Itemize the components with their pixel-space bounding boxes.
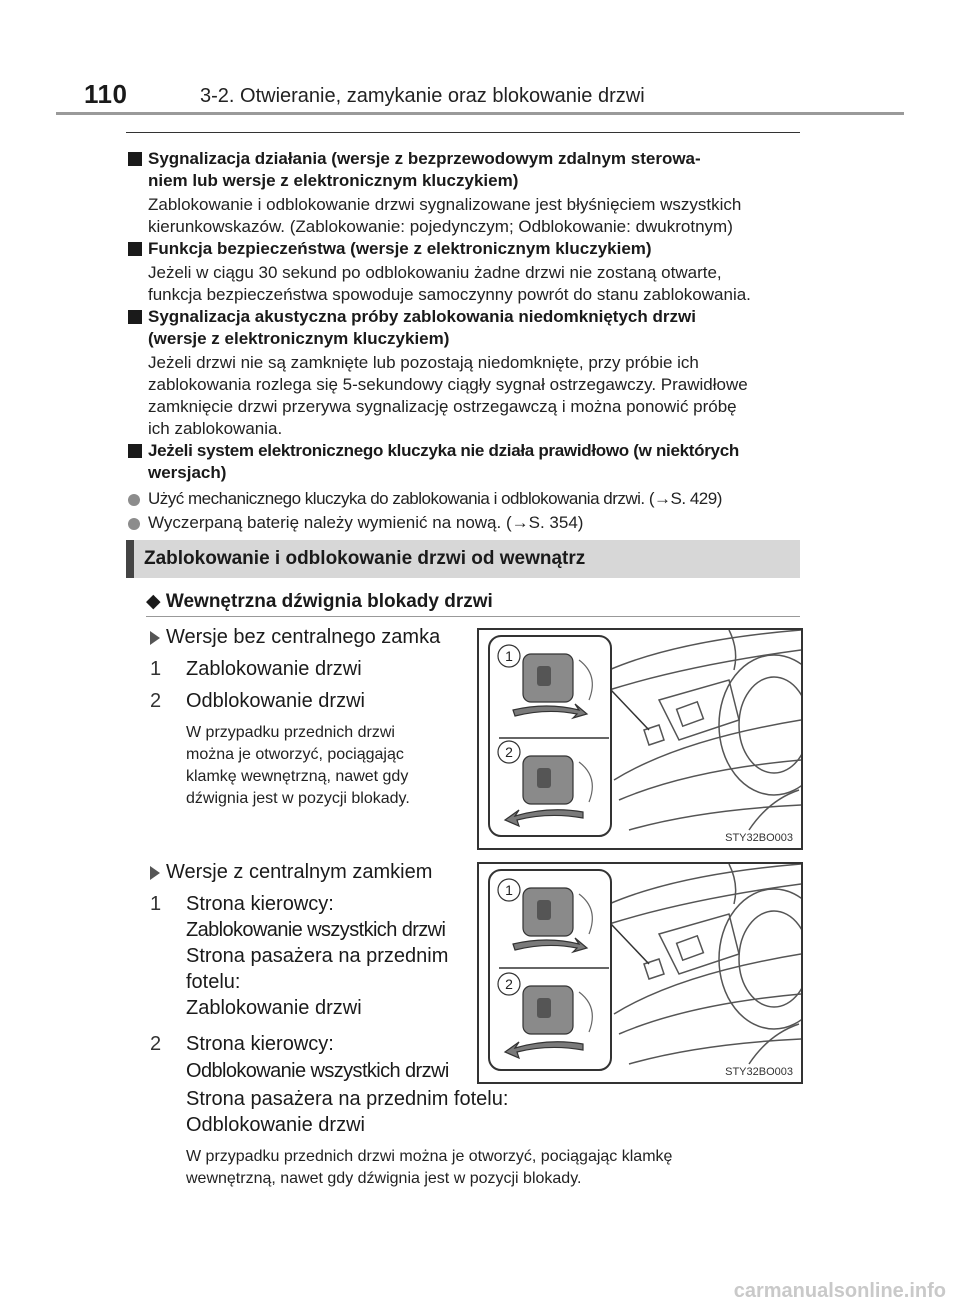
note-security-function <box>128 238 800 308</box>
central-lock-lever-illustration <box>477 862 803 1084</box>
square-bullet-icon <box>128 444 142 458</box>
item-number: 2 <box>150 1033 162 1055</box>
chapter-title: 3-2. Otwieranie, zamykanie oraz blokowanie drzwi <box>200 85 645 107</box>
note-heading: (wersje z elektronicznym kluczykiem) <box>148 329 450 348</box>
note-smart-key-failure <box>128 440 800 486</box>
version-b-item-1-line: fotelu: <box>186 971 241 993</box>
callout-2: 2 <box>505 744 513 760</box>
note-heading: Sygnalizacja akustyczna próby zablokowania niedomkniętych drzwi <box>148 307 696 326</box>
note-text: zamknięcie drzwi przerywa sygnalizację ostrzegawczą i można ponowić próbę <box>148 397 737 416</box>
callout-2: 2 <box>505 976 513 992</box>
square-bullet-icon <box>128 242 142 256</box>
note-text: Jeżeli drzwi nie są zamknięte lub pozostają niedomknięte, przy próbie ich <box>148 353 699 372</box>
item-number: 1 <box>150 893 162 915</box>
central-lock-drawing <box>479 864 801 1082</box>
note-heading: Jeżeli system elektronicznego kluczyka nie działa prawidłowo (w niektórych <box>148 441 739 460</box>
content-top-divider <box>126 132 800 133</box>
note-text: zablokowania rozlega się 5-sekundowy ciągły sygnał ostrzegawczy. Prawidłowe <box>148 375 748 394</box>
header-divider <box>56 112 904 115</box>
note-text: Zablokowanie i odblokowanie drzwi sygnalizowane jest błyśnięciem wszystkich <box>148 195 742 214</box>
section-accent <box>126 540 134 578</box>
version-b-item-1-line: Strona kierowcy: <box>186 893 334 915</box>
note-acoustic-warning <box>128 306 800 436</box>
version-b-item-1-line: Strona pasażera na przednim <box>186 945 449 967</box>
version-b-item-1-line: Zablokowanie drzwi <box>186 997 362 1019</box>
note-text: kierunkowskazów. (Zablokowanie: pojedynczym; Odblokowanie: dwukrotnym) <box>148 217 733 236</box>
subsection-divider <box>146 616 800 617</box>
note-text: ich zablokowania. <box>148 419 283 438</box>
callout-1: 1 <box>505 882 513 898</box>
version-a-item-1: Zablokowanie drzwi <box>186 658 362 680</box>
figure-code: STY32BO003 <box>725 1066 793 1078</box>
item-number: 2 <box>150 690 162 712</box>
version-b-note: W przypadku przednich drzwi można je otworzyć, pociągając klamkę wewnętrzną, nawet gdy dźwignia jest w pozycji blokady. <box>186 1148 673 1187</box>
version-a-item-2: Odblokowanie drzwi <box>186 690 365 712</box>
callout-1: 1 <box>505 648 513 664</box>
version-b-item-1-line: Zablokowanie wszystkich drzwi <box>186 919 446 941</box>
page-header <box>0 0 960 118</box>
note-signalling <box>128 148 800 236</box>
version-a-title: Wersje bez centralnego zamka <box>166 626 441 648</box>
circle-bullet-icon <box>128 518 140 530</box>
version-b-item-2-line: Strona kierowcy: <box>186 1033 334 1055</box>
page-number: 110 <box>84 79 128 109</box>
door-lock-lever-illustration <box>477 628 803 850</box>
circle-bullet-icon <box>128 494 140 506</box>
bullet-text: Użyć mechanicznego kluczyka do zablokowania i odblokowania drzwi. (→S. 429) <box>148 489 722 508</box>
square-bullet-icon <box>128 310 142 324</box>
version-b-item-2-line: Odblokowanie drzwi <box>186 1114 365 1136</box>
bullet-text: Wyczerpaną baterię należy wymienić na nową. (→S. 354) <box>148 513 584 532</box>
section-heading: Zablokowanie i odblokowanie drzwi od wewnątrz <box>144 548 586 569</box>
door-lock-drawing <box>479 630 801 848</box>
item-number: 1 <box>150 658 162 680</box>
version-b-title: Wersje z centralnym zamkiem <box>166 861 433 883</box>
note-heading: niem lub wersje z elektronicznym kluczykiem) <box>148 171 519 190</box>
list-item <box>128 488 800 510</box>
note-heading: Sygnalizacja działania (wersje z bezprzewodowym zdalnym sterowa- <box>148 149 701 168</box>
watermark: carmanualsonline.info <box>733 1280 946 1302</box>
note-heading: Funkcja bezpieczeństwa (wersje z elektronicznym kluczykiem) <box>148 239 652 258</box>
square-bullet-icon <box>128 152 142 166</box>
subsection-heading: ◆ Wewnętrzna dźwignia blokady drzwi <box>146 591 493 612</box>
version-b-item-2-line: Odblokowanie wszystkich drzwi <box>186 1060 449 1082</box>
note-text: funkcja bezpieczeństwa spowoduje samoczynny powrót do stanu zablokowania. <box>148 285 751 304</box>
version-b-item-2-line: Strona pasażera na przednim fotelu: <box>186 1088 509 1110</box>
triangle-bullet-icon <box>150 866 160 880</box>
note-heading: wersjach) <box>148 463 227 482</box>
version-a-note: W przypadku przednich drzwi można je otworzyć, pociągając klamkę wewnętrzną, nawet gdy dźwignia jest w pozycji blokady. <box>186 724 410 807</box>
triangle-bullet-icon <box>150 631 160 645</box>
section-heading-bar <box>126 540 800 578</box>
note-text: Jeżeli w ciągu 30 sekund po odblokowaniu żadne drzwi nie zostaną otwarte, <box>148 263 722 282</box>
list-item <box>128 512 800 534</box>
figure-code: STY32BO003 <box>725 832 793 844</box>
